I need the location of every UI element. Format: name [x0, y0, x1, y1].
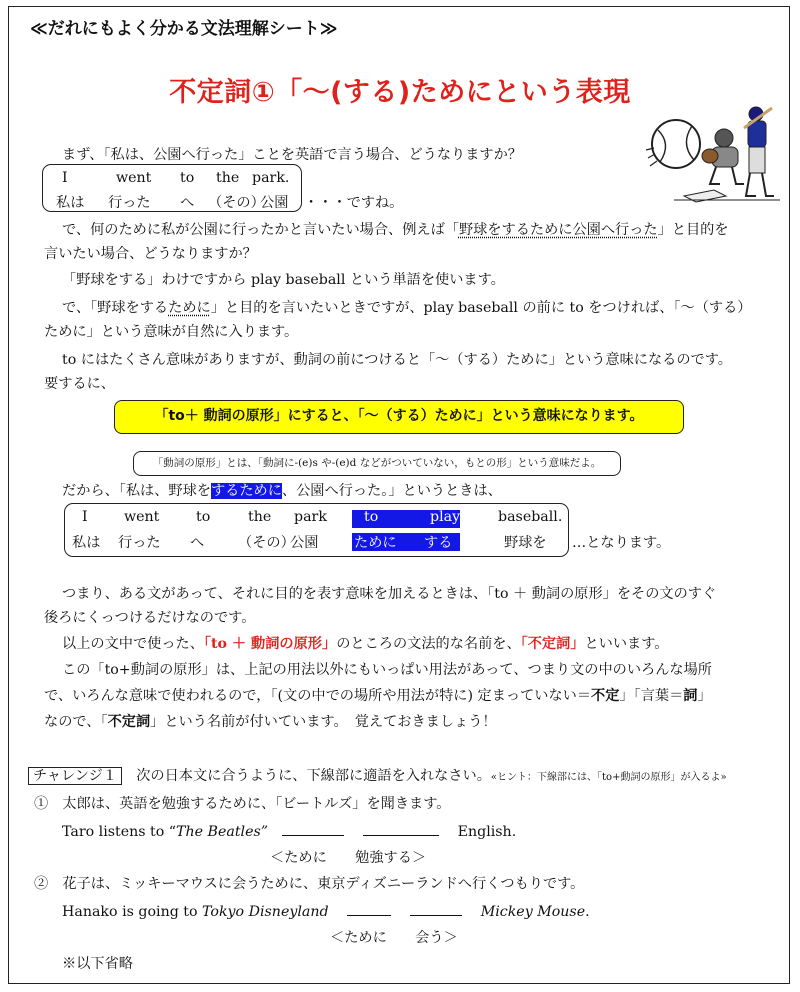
- s2-en-word: to: [364, 509, 379, 525]
- s1-ja-word: 行った: [108, 195, 151, 211]
- para7-line2: 後ろにくっつけるだけなのです。: [44, 610, 256, 626]
- s2-en-word: baseball.: [498, 509, 563, 525]
- para7-line1: つまり、ある文があって、それに目的を表す意味を加えるときは、「to ＋ 動詞の原形」をその文のすぐ: [62, 586, 717, 602]
- baseball-icon: [646, 120, 700, 168]
- q2-ja: ② 花子は、ミッキーマウスに会うために、東京ディズニーランドへ行くつもりです。: [34, 876, 585, 892]
- rule-note: 「動詞の原形」とは、「動詞に-(e)s や-(e)d などがついていない，もとの形」という意味だよ。: [133, 451, 621, 476]
- s2-en-word: the: [248, 509, 272, 525]
- page-title: 不定詞①「～(する)ためにという表現: [169, 77, 631, 108]
- catcher-icon: [702, 129, 744, 184]
- omitted-note: ※以下省略: [62, 956, 133, 972]
- s2-ja-word: 公園: [290, 535, 319, 551]
- para5-line2: 要するに、: [44, 376, 115, 392]
- s1-en-word: to: [180, 170, 195, 186]
- para5-line1: to にはたくさん意味がありますが、動詞の前につけると「～（する）ために」という意味になるのです。: [62, 352, 732, 368]
- s2-ja-word: 野球を: [504, 535, 547, 551]
- intro-text: まず、「私は、公園へ行った」ことを英語で言う場合、どうなりますか？: [62, 147, 522, 163]
- para9-line2: で、いろんな意味で使われるので，「(文の中での場所や用法が特に) 定まっていない＝不定」「言葉＝詞」: [44, 688, 712, 704]
- s2-ja-word: する: [424, 535, 453, 551]
- batter-icon: [744, 107, 774, 196]
- para8: 以上の文中で使った、「to ＋ 動詞の原形」のところの文法的な名前を、「不定詞」といいます。: [62, 636, 669, 652]
- s1-suffix: ・・・ですね。: [304, 195, 404, 211]
- s1-en-word: the: [216, 170, 240, 186]
- s2-ja-word: ために: [354, 535, 397, 551]
- rule-box: 「to＋ 動詞の原形」にすると、「～（する）ために」という意味になります。: [114, 400, 684, 434]
- q1-en: Taro listens to “The Beatles” English.: [62, 820, 516, 844]
- s2-en-word: park: [294, 509, 327, 525]
- q2-en: Hanako is going to Tokyo Disneyland Mickey Mouse.: [62, 900, 590, 924]
- para4-line1: で、「野球をするために」と目的を言いたいときですが、play baseball の前に to をつければ、「～（する）: [62, 300, 752, 316]
- s1-ja-word: へ: [180, 195, 195, 211]
- s2-en-word: to: [196, 509, 211, 525]
- s2-en-word: went: [124, 509, 160, 525]
- challenge-heading: チャレンジ１ 次の日本文に合うように、下線部に適語を入れなさい。«ヒント：下線部には、「to+動詞の原形」が入るよ»: [28, 764, 727, 790]
- challenge-label: チャレンジ１: [28, 767, 122, 785]
- q2-cue: ＜ために 会う＞: [330, 930, 458, 946]
- s2-en-word: play: [430, 509, 461, 525]
- challenge-hint: «ヒント：下線部には、「to+動詞の原形」が入るよ»: [490, 772, 727, 783]
- s2-suffix: …となります。: [572, 535, 671, 551]
- sheet-header: ≪だれにもよく分かる文法理解シート≫: [30, 19, 338, 39]
- s1-en-word: park.: [252, 170, 290, 186]
- para3: 「野球をする」わけですから play baseball という単語を使います。: [62, 272, 505, 288]
- q1-blank-2[interactable]: [363, 821, 439, 836]
- para2-line1: で、何のために私が公園に行ったかと言いたい場合、例えば「野球をするために公園へ行った」と目的を: [62, 222, 729, 238]
- q2-blank-1[interactable]: [347, 901, 391, 916]
- s2-en-word: I: [82, 509, 88, 525]
- s1-ja-word: 公園: [260, 195, 289, 211]
- para9-line3: なので、「不定詞」という名前が付いています。 覚えておきましょう！: [44, 714, 497, 730]
- para4-line2: ために」という意味が自然に入ります。: [44, 324, 299, 340]
- s2-ja-word: 行った: [118, 535, 161, 551]
- q2-blank-2[interactable]: [410, 901, 462, 916]
- s1-en-word: I: [62, 170, 68, 186]
- q1-cue: ＜ために 勉強する＞: [270, 850, 427, 866]
- baseball-player-illustration: [644, 104, 782, 204]
- q1-blank-1[interactable]: [282, 821, 344, 836]
- s2-ja-word: 私は: [72, 535, 101, 551]
- s1-ja-word: 私は: [56, 195, 85, 211]
- para9-line1: この「to+動詞の原形」は、上記の用法以外にもいっぱい用法があって、つまり文の中のいろんな場所: [62, 662, 712, 678]
- s2-ja-word: （その）: [238, 535, 295, 551]
- q1-ja: ① 太郎は、英語を勉強するために、「ビートルズ」を聞きます。: [34, 796, 451, 812]
- s2-ja-word: へ: [190, 535, 205, 551]
- s1-en-word: went: [116, 170, 152, 186]
- s1-ja-word: （その）: [208, 195, 265, 211]
- para6: だから、「私は、野球をするために、公園へ行った。」というときは、: [62, 483, 502, 499]
- para2-line2: 言いたい場合、どうなりますか？: [44, 246, 257, 262]
